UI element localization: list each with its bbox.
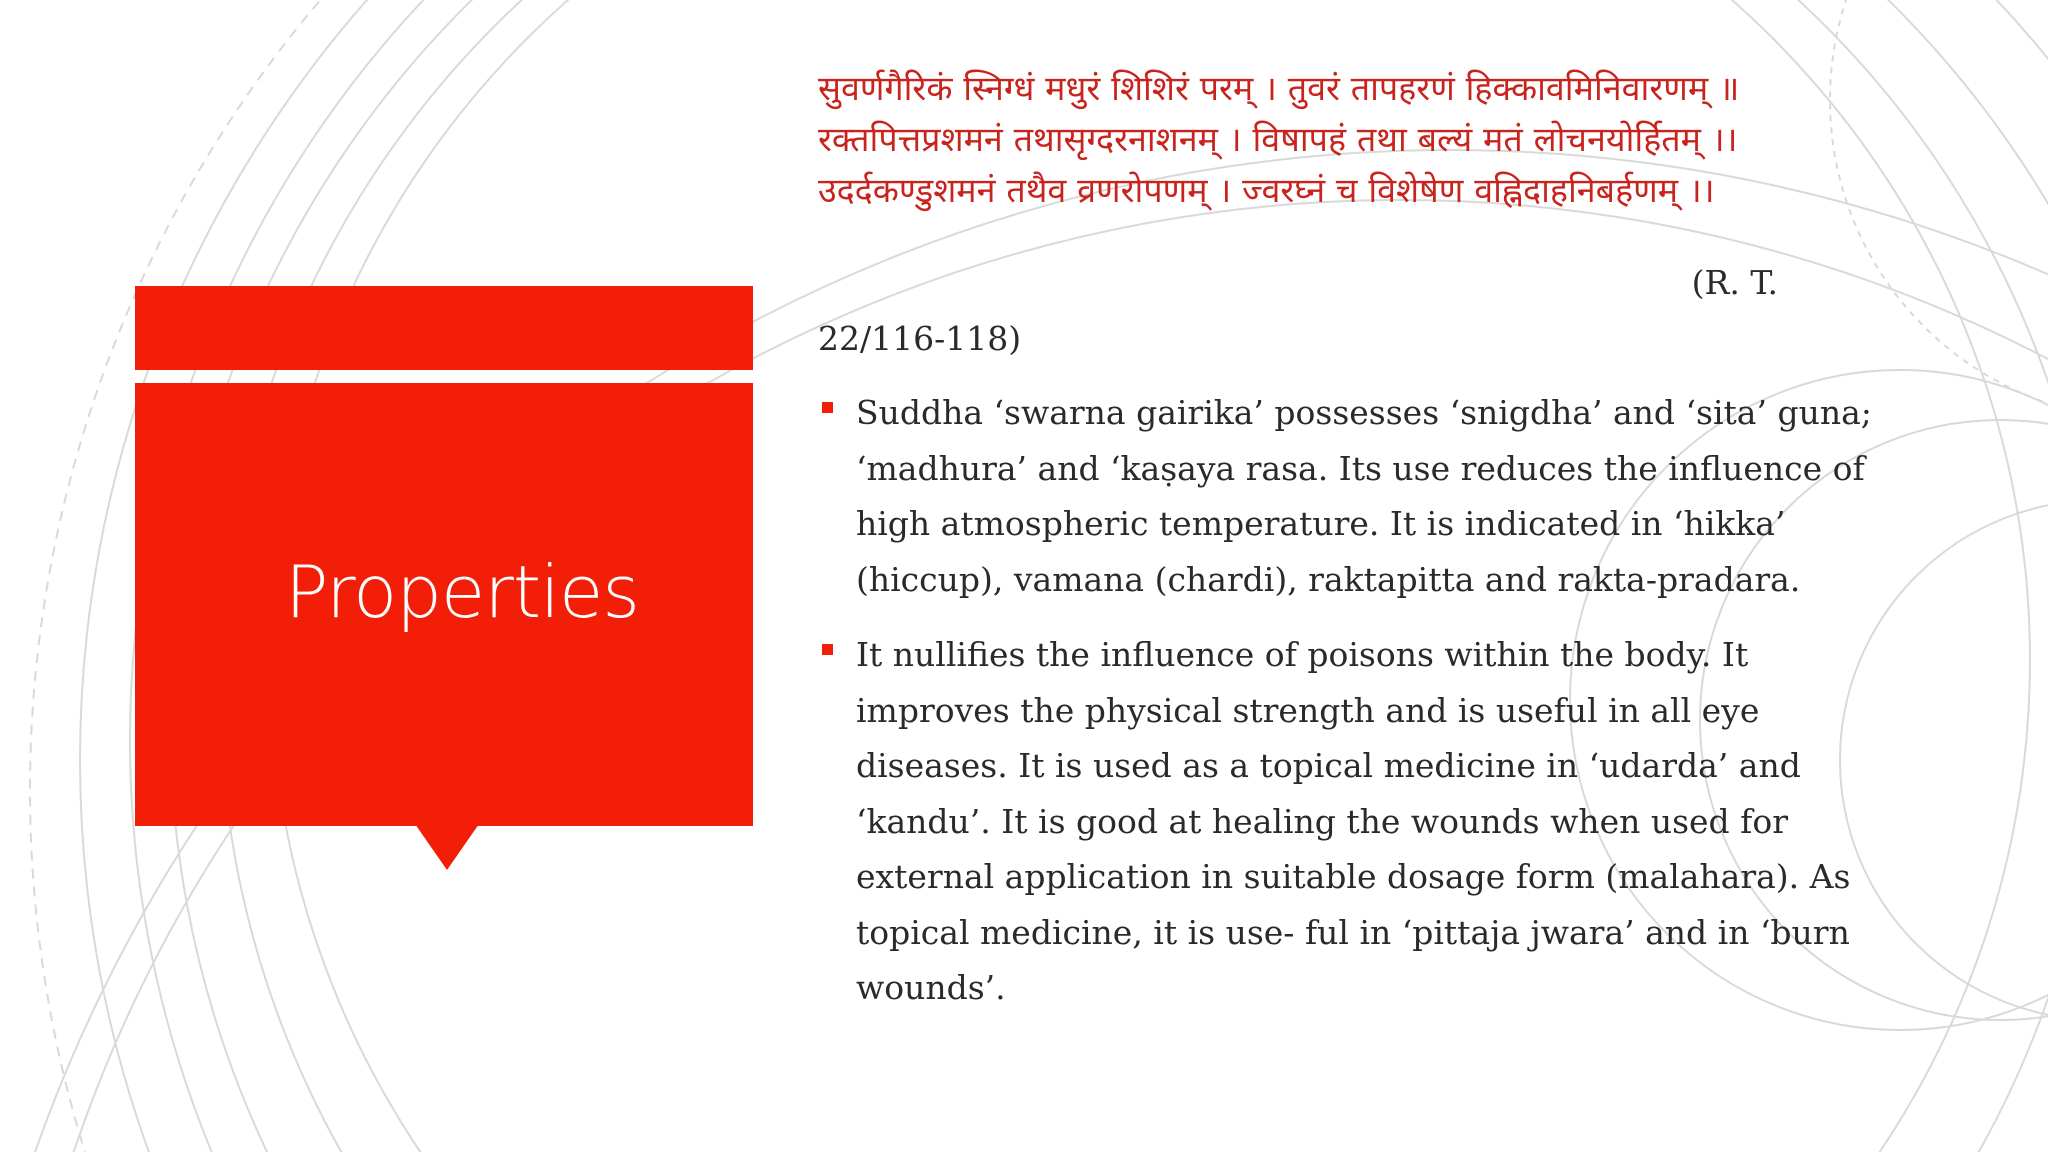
sanskrit-verse: सुवर्णगैरिकं स्निग्धं मधुरं शिशिरं परम् । तुवरं तापहरणं हिक्कावमिनिवारणम् ॥ रक्तपित्तप्रशमनं तथासृग्दरनाशनम् । विषापहं तथा बल्यं मतं लोचनयोर्हितम् ।। उदर्दकण्डुशमनं तथैव व्रणरोपणम् । ज्वरघ्नं च विशेषेण वह्निदाहनिबर्हणम् ।। — [818, 69, 1740, 211]
bullet-text: It nullifies the influence of poisons within the body. It improves the physical strength and is useful in all eye diseases. It is used as a topical medicine in ‘udarda’ and ‘kandu’. It is good at healing the wounds when used for external application in suitable dosage form (malahara). As topical medicine, it is use- ful in ‘pittaja jwara’ and in ‘burn wounds’. — [856, 635, 1851, 1007]
bullet-list — [818, 385, 1898, 1016]
citation-reference-part1: (R. T. — [1691, 263, 1778, 302]
square-bullet-icon — [822, 644, 833, 655]
content-area — [818, 64, 1898, 1036]
bullet-text: Suddha ‘swarna gairika’ possesses ‘snigdha’ and ‘sita’ guna; ‘madhura’ and ‘kaṣaya rasa. Its use reduces the influence of high atmospheric temperature. It is indicated in ‘hikka’ (hiccup), vamana (chardi), raktapitta and rakta-pradara. — [856, 393, 1872, 599]
slide-title: Properties — [285, 550, 639, 634]
callout-pointer — [415, 824, 479, 870]
title-accent-bar — [135, 286, 753, 370]
bullet-item — [818, 385, 1898, 607]
citation-reference-part2: 22/116-118) — [818, 319, 1022, 358]
square-bullet-icon — [822, 402, 833, 413]
bullet-item — [818, 627, 1898, 1016]
